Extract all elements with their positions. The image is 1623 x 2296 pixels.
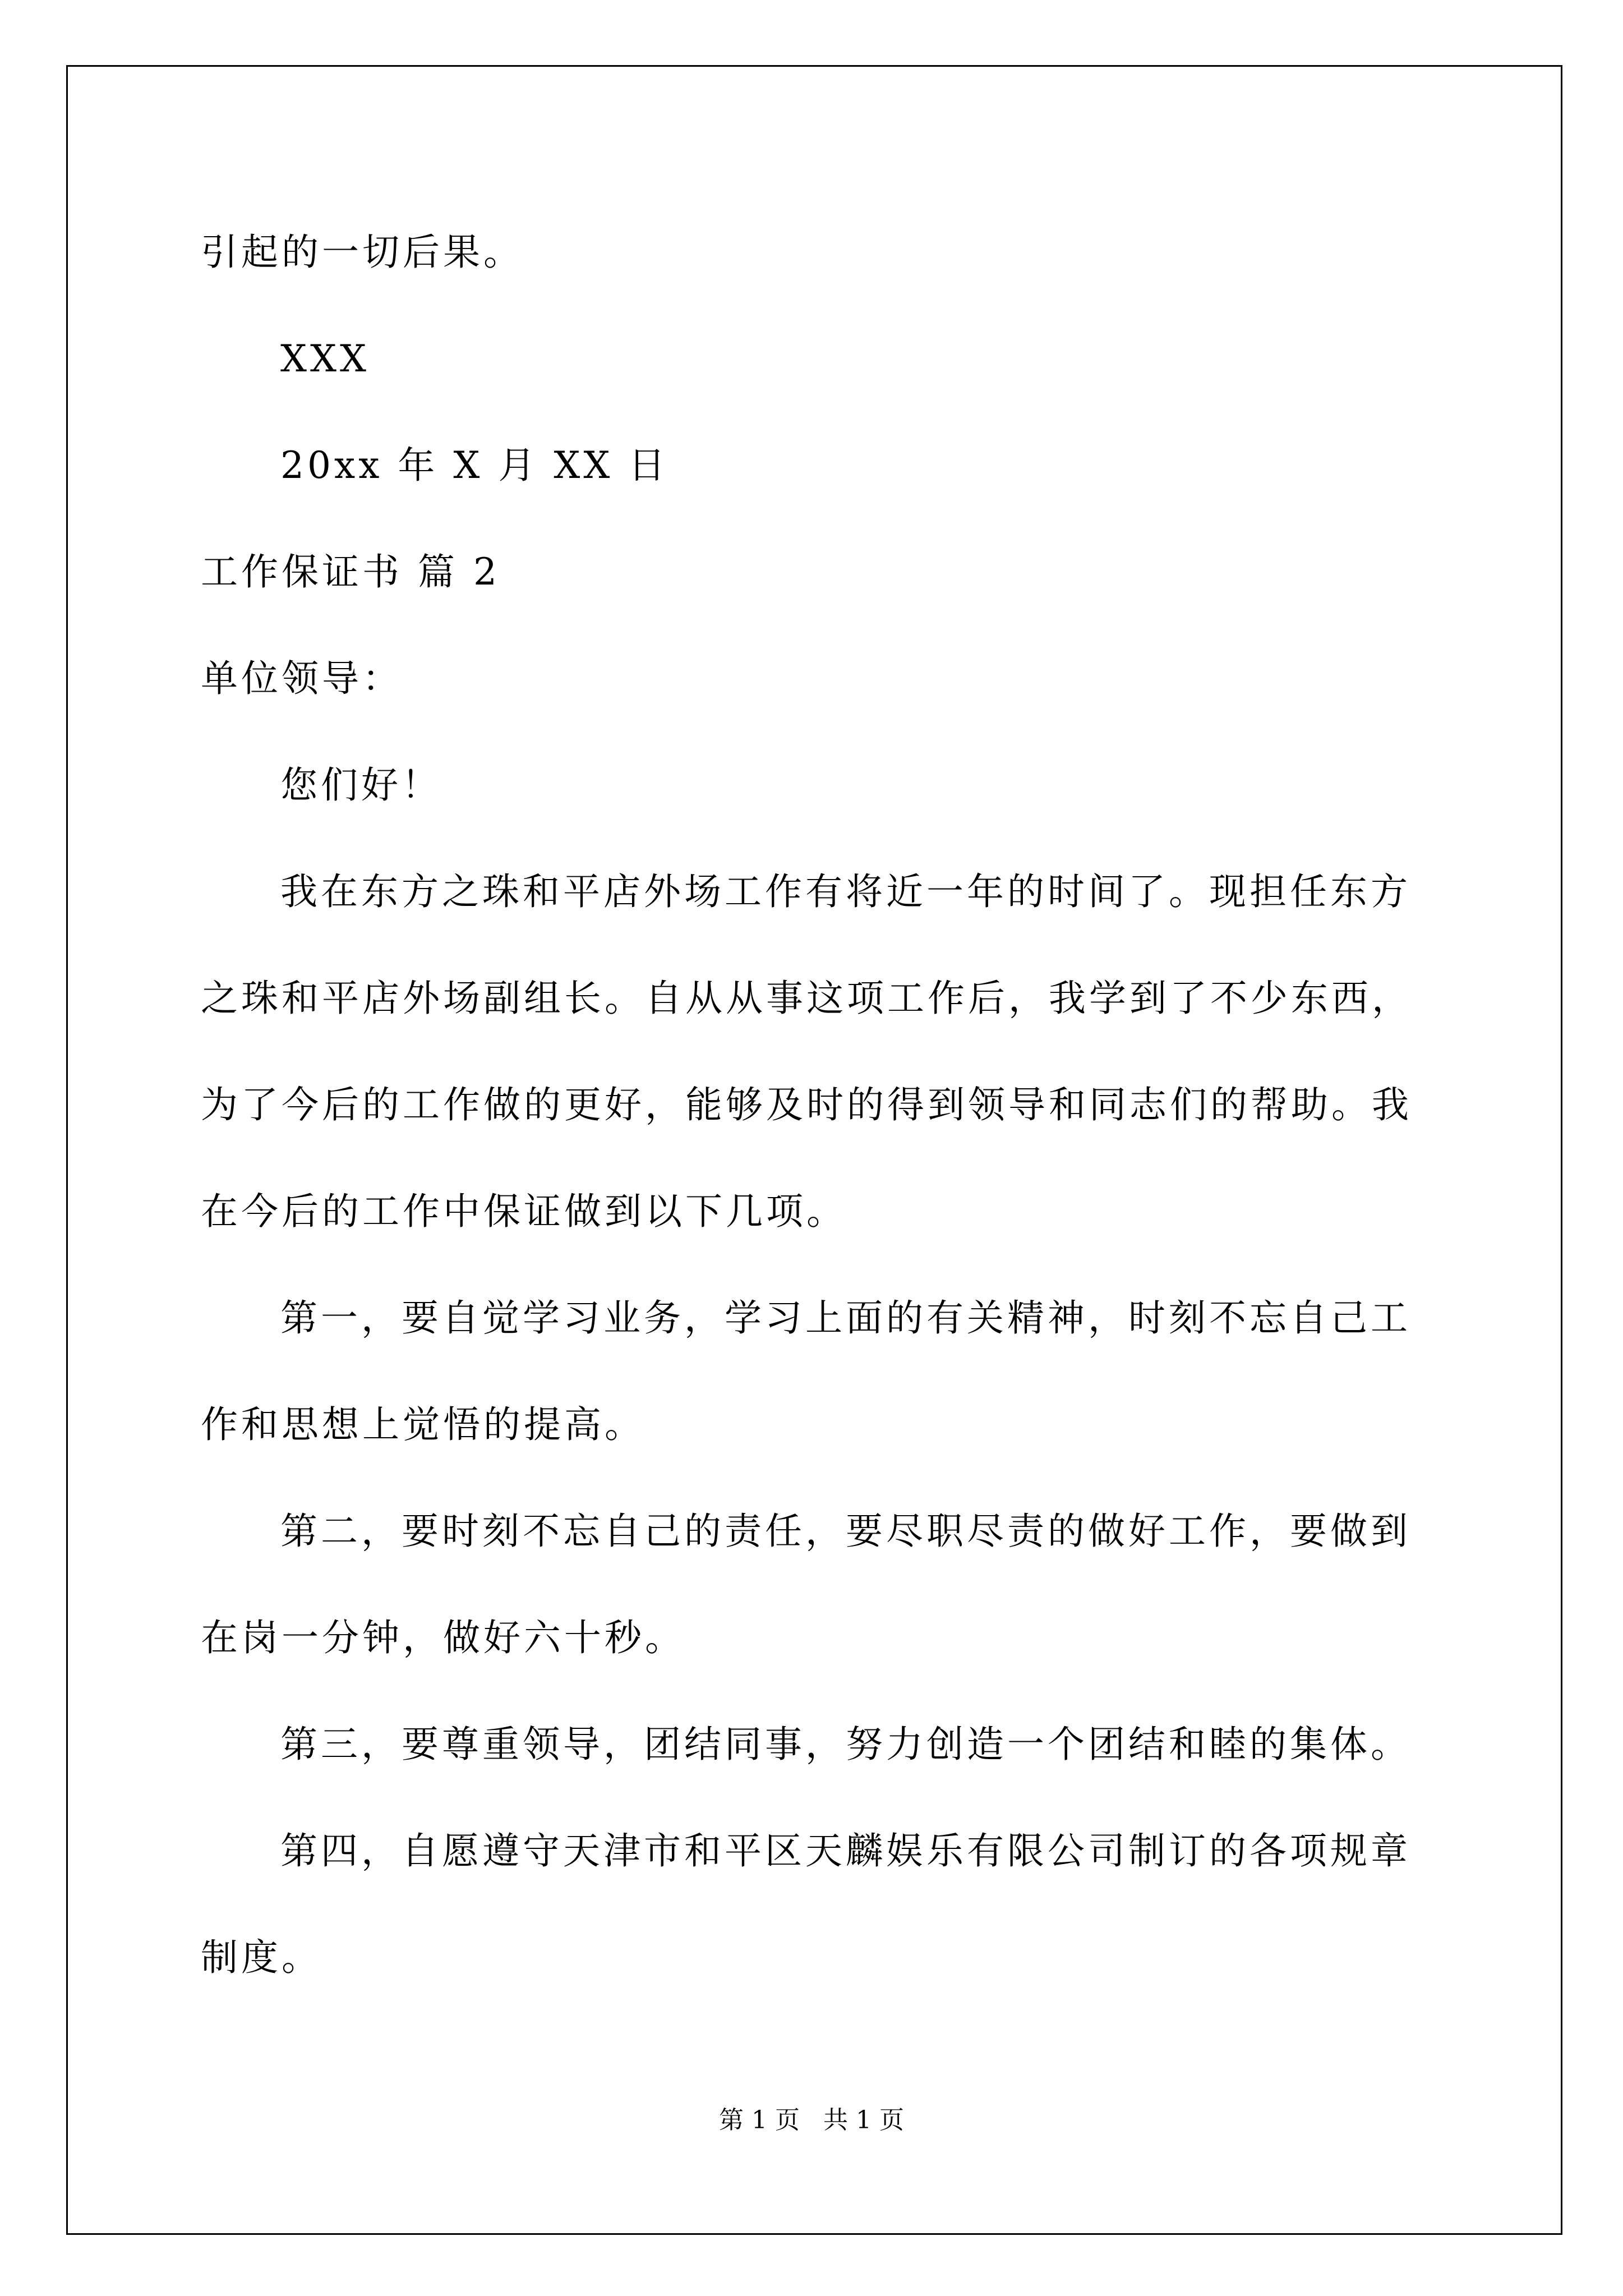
greeting: 您们好！ — [280, 763, 442, 807]
item-1-line-2: 作和思想上觉悟的提高。 — [201, 1403, 645, 1446]
paragraph-intro-line-4: 在今后的工作中保证做到以下几项。 — [201, 1190, 847, 1233]
page-border — [66, 65, 1562, 2235]
item-1-line-1: 第一，要自觉学习业务，学习上面的有关精神，时刻不忘自己工 — [280, 1296, 1411, 1340]
item-2-line-1: 第二，要时刻不忘自己的责任，要尽职尽责的做好工作，要做到 — [280, 1510, 1411, 1553]
signature-date: 20xx 年 X 月 XX 日 — [280, 444, 669, 487]
item-3-line-1: 第三，要尊重领导，团结同事，努力创造一个团结和睦的集体。 — [280, 1723, 1411, 1766]
paragraph-intro-line-1: 我在东方之珠和平店外场工作有将近一年的时间了。现担任东方 — [280, 870, 1411, 913]
section-heading: 工作保证书 篇 2 — [201, 550, 500, 593]
salutation: 单位领导： — [201, 657, 403, 700]
signature-name: XXX — [280, 337, 370, 380]
paragraph-intro-line-2: 之珠和平店外场副组长。自从从事这项工作后，我学到了不少东西， — [201, 977, 1412, 1020]
item-2-line-2: 在岗一分钟，做好六十秒。 — [201, 1616, 685, 1659]
item-4-line-1: 第四，自愿遵守天津市和平区天麟娱乐有限公司制订的各项规章 — [280, 1829, 1411, 1872]
text-line-consequences: 引起的一切后果。 — [201, 231, 524, 274]
paragraph-intro-line-3: 为了今后的工作做的更好，能够及时的得到领导和同志们的帮助。我 — [201, 1083, 1412, 1126]
page-footer: 第 1 页 共 1 页 — [719, 2106, 904, 2134]
item-4-line-2: 制度。 — [201, 1936, 322, 1979]
